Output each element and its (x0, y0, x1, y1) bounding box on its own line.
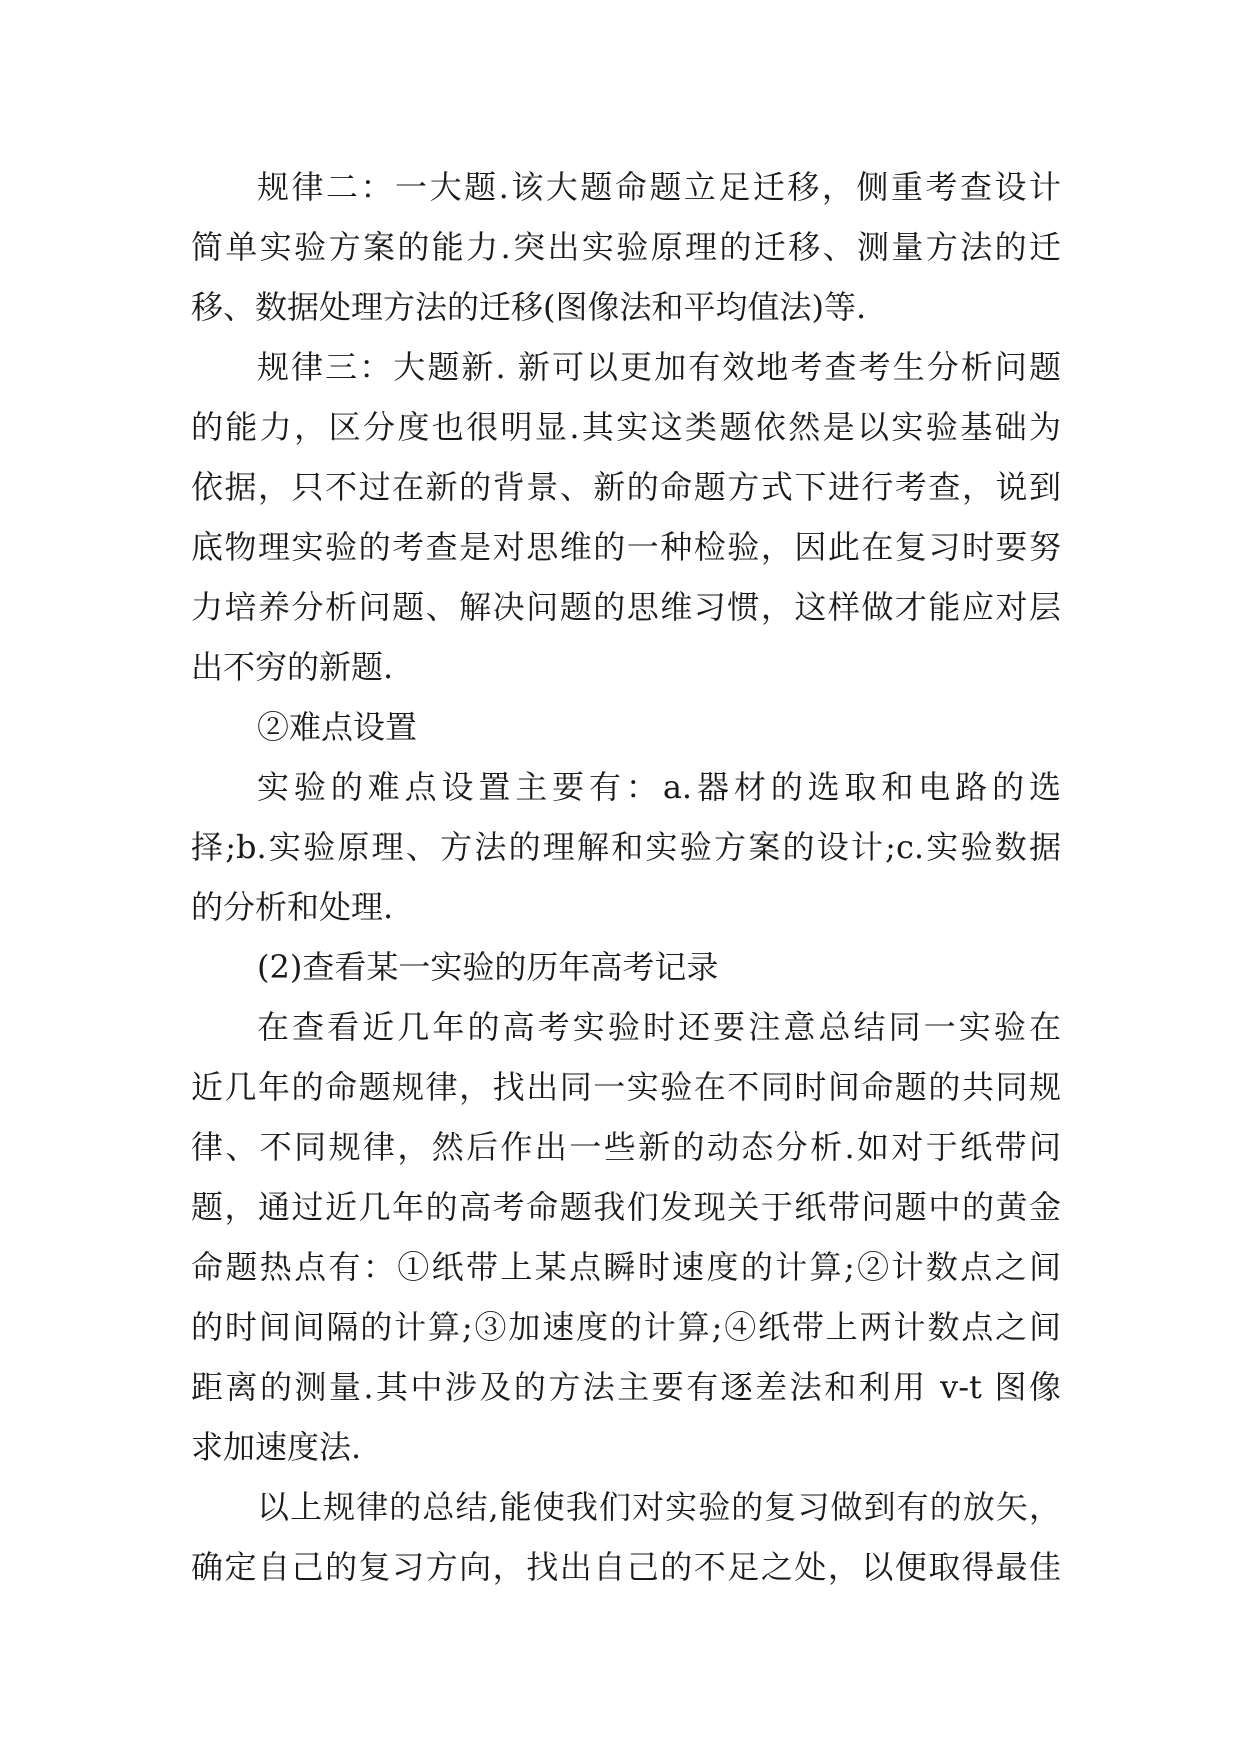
section-heading: ②难点设置 (257, 708, 418, 746)
section-heading: (2)查看某一实验的历年高考记录 (257, 948, 719, 986)
paragraph-line: 力培养分析问题、解决问题的思维习惯，这样做才能应对层 (191, 588, 1061, 626)
paragraph-line: 距离的测量.其中涉及的方法主要有逐差法和利用 v-t 图像 (191, 1368, 1061, 1406)
paragraph-line: 择;b.实验原理、方法的理解和实验方案的设计;c.实验数据 (191, 828, 1061, 866)
paragraph-line: 依据，只不过在新的背景、新的命题方式下进行考查，说到 (191, 468, 1061, 506)
paragraph-line: 以上规律的总结,能使我们对实验的复习做到有的放矢， (257, 1488, 1061, 1526)
paragraph-line: 在查看近几年的高考实验时还要注意总结同一实验在 (257, 1008, 1061, 1046)
paragraph-line: 的分析和处理. (191, 888, 394, 926)
paragraph-line: 出不穷的新题. (191, 648, 394, 686)
paragraph-line: 题，通过近几年的高考命题我们发现关于纸带问题中的黄金 (191, 1188, 1061, 1226)
paragraph-line: 底物理实验的考查是对思维的一种检验，因此在复习时要努 (191, 528, 1061, 566)
paragraph-line: 移、数据处理方法的迁移(图像法和平均值法)等. (191, 288, 867, 326)
paragraph-line: 命题热点有：①纸带上某点瞬时速度的计算;②计数点之间 (191, 1248, 1061, 1286)
paragraph-line: 规律二：一大题.该大题命题立足迁移，侧重考查设计 (257, 168, 1061, 206)
paragraph-line: 确定自己的复习方向，找出自己的不足之处，以便取得最佳 (191, 1548, 1061, 1586)
paragraph-line: 近几年的命题规律，找出同一实验在不同时间命题的共同规 (191, 1068, 1061, 1106)
paragraph-line: 的时间间隔的计算;③加速度的计算;④纸带上两计数点之间 (191, 1308, 1061, 1346)
paragraph-line: 简单实验方案的能力.突出实验原理的迁移、测量方法的迁 (191, 228, 1061, 266)
paragraph-line: 规律三：大题新. 新可以更加有效地考查考生分析问题 (257, 348, 1061, 386)
paragraph-line: 实验的难点设置主要有：a.器材的选取和电路的选 (257, 768, 1061, 806)
paragraph-line: 律、不同规律，然后作出一些新的动态分析.如对于纸带问 (191, 1128, 1061, 1166)
paragraph-line: 的能力，区分度也很明显.其实这类题依然是以实验基础为 (191, 408, 1061, 446)
paragraph-line: 求加速度法. (191, 1428, 362, 1466)
